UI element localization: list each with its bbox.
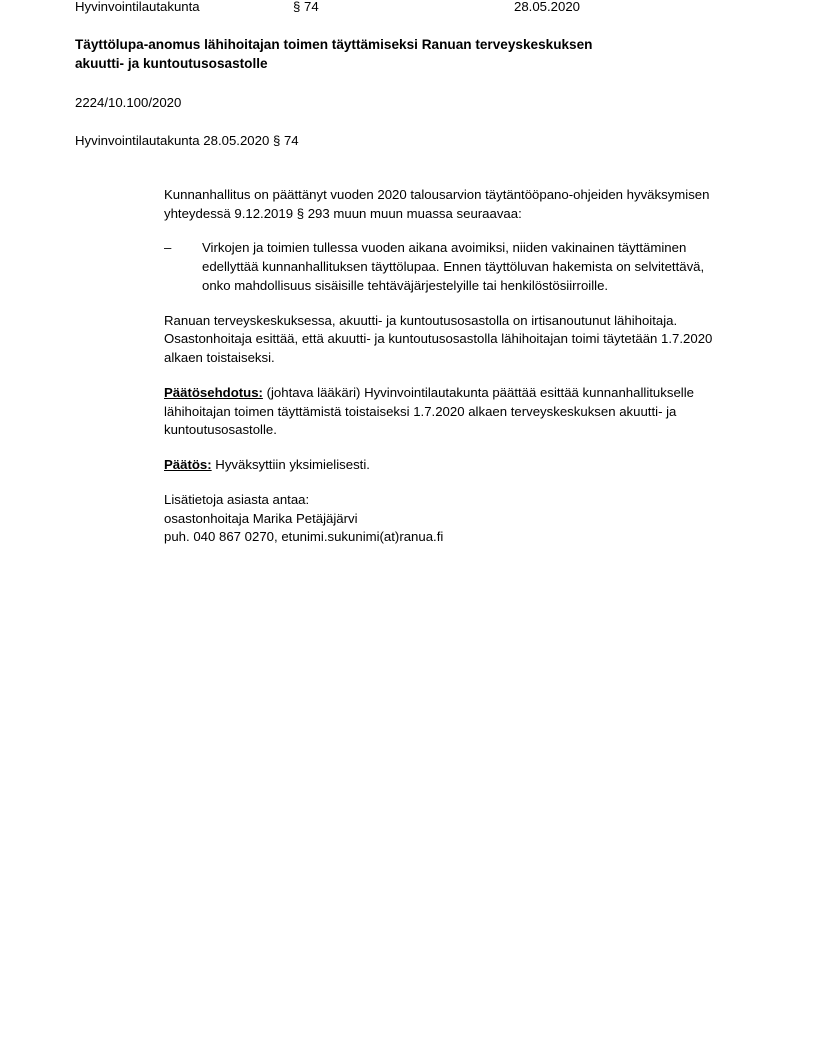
intro-paragraph: Kunnanhallitus on päättänyt vuoden 2020 talousarvion täytäntööpano-ohjeiden hyväksymisen yhteydessä 9.12.2019 § 293 muun muun muassa seuraavaa: — [164, 187, 710, 221]
header-date: 28.05.2020 — [514, 0, 581, 14]
decision-label: Päätös: — [164, 457, 212, 473]
contact-person: osastonhoitaja Marika Petäjäjärvi — [164, 510, 358, 526]
decision-paragraph — [164, 456, 734, 475]
document-meta-line: Hyvinvointilautakunta 28.05.2020 § 74 — [75, 133, 299, 148]
proposal-paragraph — [164, 384, 734, 440]
page-title: Täyttölupa-anomus lähihoitajan toimen täyttämiseksi Ranuan terveyskeskuksen akuutti- ja kuntoutusosastolle — [75, 37, 593, 71]
situation-paragraph: Ranuan terveyskeskuksessa, akuutti- ja kuntoutusosastolla on irtisanoutunut lähihoitaja. Osastonhoitaja esittää, että akuutti- ja kuntoutusosastolla lähihoitajan toimi täytetään 1.7.2020 alkaen toistaiseksi. — [164, 312, 713, 366]
proposal-label: Päätösehdotus: — [164, 384, 263, 400]
document-body — [164, 186, 734, 547]
page-header — [75, 0, 760, 13]
bullet-dash-marker: – — [164, 240, 172, 256]
header-organ: Hyvinvointilautakunta — [75, 0, 200, 14]
decision-text: Hyväksyttiin yksimielisesti. — [211, 457, 370, 473]
contact-block — [164, 491, 734, 547]
contact-intro: Lisätietoja asiasta antaa: — [164, 491, 310, 507]
list-item — [164, 239, 734, 295]
contact-phone: puh. 040 867 0270, etunimi.sukunimi(at)ranua.fi — [164, 529, 444, 545]
header-section-number: § 74 — [293, 0, 319, 14]
proposal-text: (johtava lääkäri) Hyvinvointilautakunta päättää esittää kunnanhallitukselle lähihoitajan toimen täyttämistä toistaiseksi 1.7.2020 alkaen terveyskeskuksen akuutti- ja kuntoutusosastolle. — [164, 384, 694, 438]
bullet-item-text: Virkojen ja toimien tullessa vuoden aikana avoimiksi, niiden vakinainen täyttäminen edellyttää kunnanhallituksen täyttölupaa. Ennen täyttöluvan hakemista on selvitettävä, onko mahdollisuus sisäisille tehtäväjärjestelyille tai henkilöstösiirroille. — [202, 240, 705, 293]
document-id: 2224/10.100/2020 — [75, 95, 182, 110]
